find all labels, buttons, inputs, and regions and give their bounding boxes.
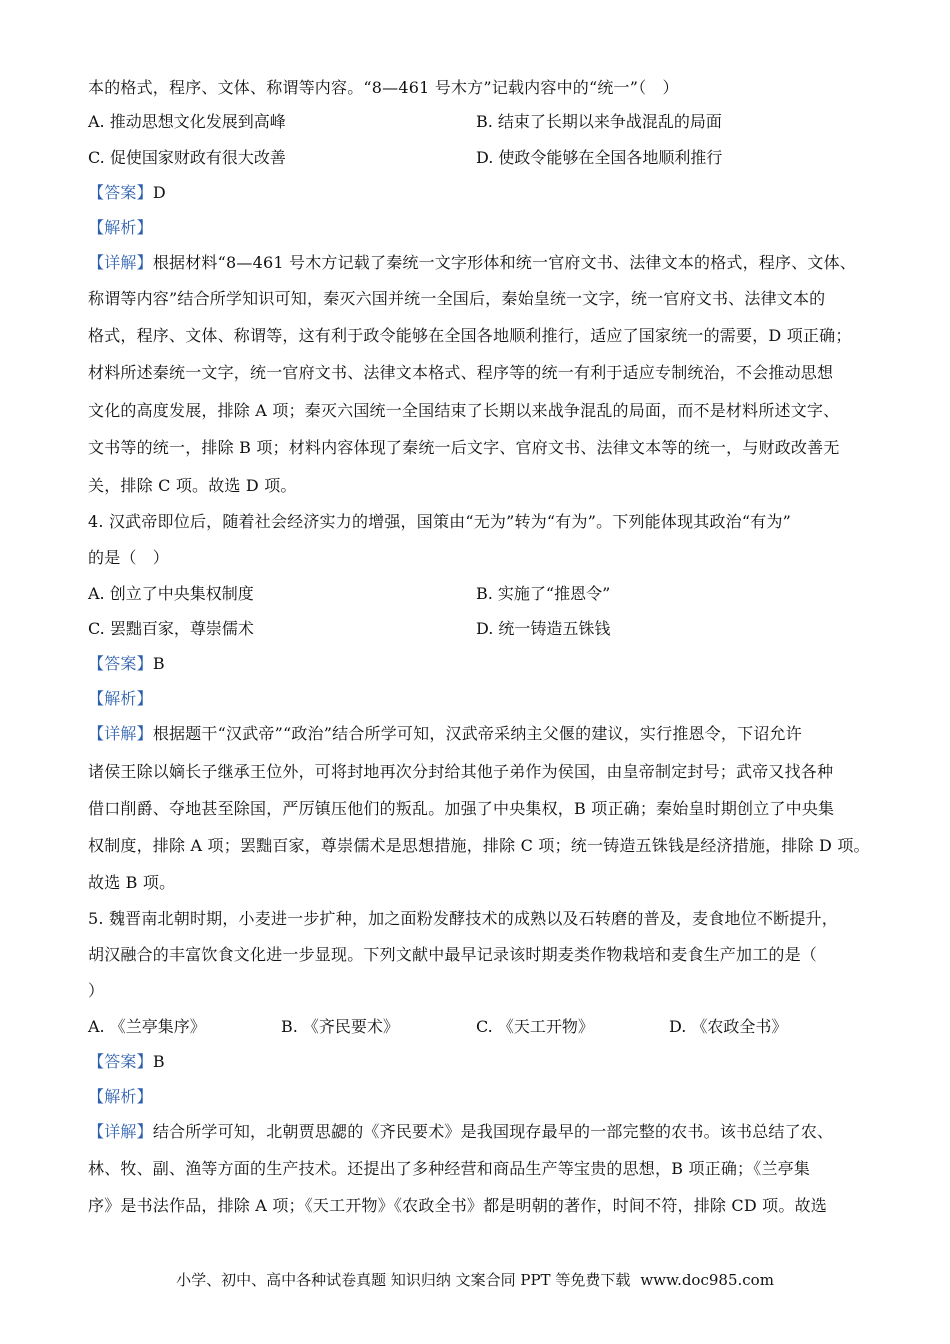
q3-answer-line [88,183,873,203]
q4-detail-line: 【详解】根据题干“汉武帝”“政治”结合所学可知，汉武帝采纳主父偃的建议，实行推恩令，下诏允许 [88,724,802,743]
q5-option-d: D. 《农政全书》 [669,1017,788,1036]
q4-detail-line: 借口削爵、夺地甚至除国，严厉镇压他们的叛乱。加强了中央集权，B 项正确；秦始皇时期创立了中央集 [88,799,835,818]
q4-option-d: D. 统一铸造五铢钱 [476,619,611,638]
q3-detail-line: 关，排除 C 项。故选 D 项。 [88,476,297,495]
q5-option-b: B. 《齐民要术》 [281,1017,399,1036]
q3-option-c: C. 促使国家财政有很大改善 [88,148,286,167]
page-footer [0,1270,950,1290]
q5-stem-line: ） [88,981,105,1000]
footer-url[interactable]: www.doc985.com [640,1271,774,1289]
answer-value: B [152,1052,165,1071]
q4-analysis-tag: 【解析】 [88,689,153,708]
q3-option-b: B. 结束了长期以来争战混乱的局面 [476,112,722,131]
q3-detail-line: 格式，程序、文体、称谓等，这有利于政令能够在全国各地顺利推行，适应了国家统一的需要，D 项正确； [88,326,852,345]
detail-tag: 【详解】 [88,253,153,272]
footer-text: 小学、初中、高中各种试卷真题 知识归纳 文案合同 PPT 等免费下载 [176,1271,631,1289]
q3-detail-line: 文化的高度发展，排除 A 项；秦灭六国统一全国结束了长期以来战争混乱的局面，而不是材料所述文字、 [88,401,840,420]
q5-stem-line: 胡汉融合的丰富饮食文化进一步显现。下列文献中最早记录该时期麦类作物栽培和麦食生产加工的是（ [88,945,818,964]
q4-detail-line: 故选 B 项。 [88,873,176,892]
detail-tag: 【详解】 [88,724,153,743]
q4-detail-line: 诸侯王除以嫡长子继承王位外，可将封地再次分封给其他子弟作为侯国，由皇帝制定封号；武帝又找各种 [88,762,834,781]
detail-tag: 【详解】 [88,1122,153,1141]
q3-detail-line: 材料所述秦统一文字，统一官府文书、法律文本格式、程序等的统一有利于适应专制统治，不会推动思想 [88,363,834,382]
answer-tag: 【答案】 [88,1052,153,1071]
q5-option-a: A. 《兰亭集序》 [88,1017,206,1036]
q4-answer-line [88,654,873,674]
q3-analysis-tag: 【解析】 [88,218,153,237]
q3-detail-line: 文书等的统一，排除 B 项；材料内容体现了秦统一后文字、官府文书、法律文本等的统一，与财政改善无 [88,438,840,457]
q3-stem-tail: 本的格式，程序、文体、称谓等内容。“8—461 号木方”记载内容中的“统一”（ ） [88,78,679,97]
q3-option-a: A. 推动思想文化发展到高峰 [88,112,286,131]
answer-value: B [152,654,165,673]
answer-value: D [152,183,166,202]
q4-stem-line: 的是（ ） [88,548,170,567]
q3-option-d: D. 使政令能够在全国各地顺利推行 [476,148,723,167]
q4-option-c: C. 罢黜百家，尊崇儒术 [88,619,254,638]
q4-stem-line: 4. 汉武帝即位后，随着社会经济实力的增强，国策由“无为”转为“有为”。下列能体现其政治“有为” [88,512,792,531]
q4-detail-line: 权制度，排除 A 项；罢黜百家，尊崇儒术是思想措施，排除 C 项；统一铸造五铢钱是经济措施，排除 D 项。 [88,836,870,855]
q5-detail-line: 序》是书法作品，排除 A 项；《天工开物》《农政全书》都是明朝的著作，时间不符，排除 CD 项。故选 [88,1196,827,1215]
answer-tag: 【答案】 [88,654,153,673]
q3-detail-line: 称谓等内容”结合所学知识可知，秦灭六国并统一全国后，秦始皇统一文字，统一官府文书、法律文本的 [88,289,826,308]
q4-option-b: B. 实施了“推恩令” [476,584,611,603]
q4-option-a: A. 创立了中央集权制度 [88,584,254,603]
q5-stem-line: 5. 魏晋南北朝时期，小麦进一步扩种，加之面粉发酵技术的成熟以及石转磨的普及，麦食地位不断提升， [88,909,838,928]
q5-detail-line: 林、牧、副、渔等方面的生产技术。还提出了多种经营和商品生产等宝贵的思想，B 项正确；《兰亭集 [88,1159,811,1178]
answer-tag: 【答案】 [88,183,153,202]
q5-answer-line [88,1052,873,1072]
q5-analysis-tag: 【解析】 [88,1087,153,1106]
q5-option-c: C. 《天工开物》 [476,1017,594,1036]
q3-detail-line: 【详解】根据材料“8—461 号木方记载了秦统一文字形体和统一官府文书、法律文本的格式，程序、文体、 [88,253,856,272]
q5-detail-line: 【详解】结合所学可知，北朝贾思勰的《齐民要术》是我国现存最早的一部完整的农书。该书总结了农、 [88,1122,834,1141]
